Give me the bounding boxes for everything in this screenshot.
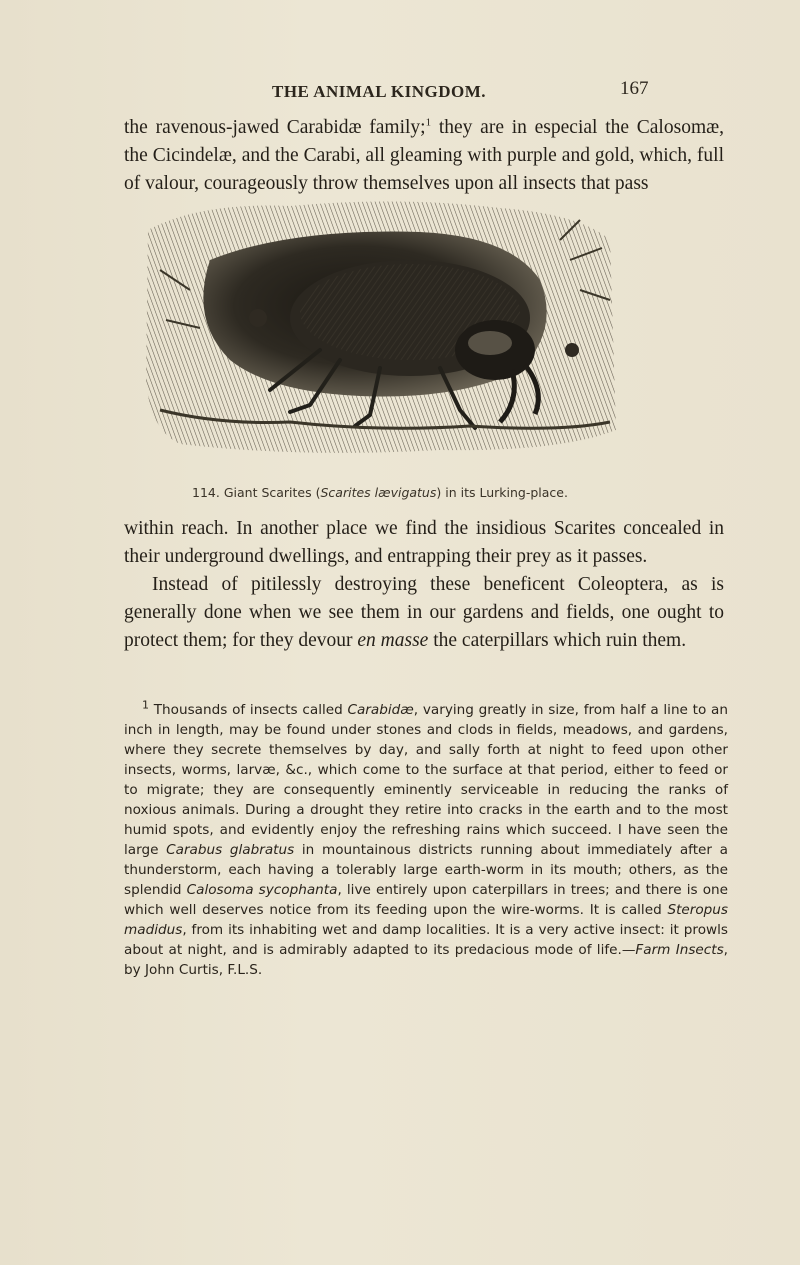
opening-paragraph <box>124 114 724 198</box>
footnote-text-6: , by John Curtis, F.L.S. <box>124 942 728 978</box>
footnote-reference: 1 <box>425 116 432 129</box>
caption-end-text: ) in its Lurking-place. <box>436 485 568 500</box>
running-title: THE ANIMAL KINGDOM. <box>272 82 486 101</box>
footnote-marker: 1 <box>142 698 149 712</box>
footnote-text-5: , from its inhabiting wet and damp localities. It is a very active insect: it prowls about at night, and is admirably adapted to its predacious mode of life.— <box>124 922 728 958</box>
page-header <box>0 78 800 106</box>
paragraph-scarites: within reach. In another place we find the insidious Scarites concealed in their underground dwellings, and entrapping their prey as it passes. <box>124 518 724 567</box>
main-paragraphs <box>124 515 724 655</box>
footnote-text-1: Thousands of insects called <box>149 702 348 718</box>
para1-text-end: they are in especial the Calosomæ, the Cicindelæ, and the Carabi, all gleaming with purple and gold, which, full of valour, courageously throw themselves upon all insects that pass <box>124 117 724 194</box>
caption-species-name: Scarites lævigatus <box>320 485 437 500</box>
footnote-italic-4: Steropus madidus <box>124 902 728 938</box>
footnote-text-4: , live entirely upon caterpillars in trees; and there is one which well deserves notice from its feeding upon the wire-worms. It is called <box>124 882 728 918</box>
para1-text-start: the ravenous-jawed Carabidæ family; <box>124 117 426 138</box>
para3-italic-phrase: en masse <box>357 630 429 651</box>
beetle-engraving <box>140 200 620 462</box>
para3-text-end: the caterpillars which ruin them. <box>428 630 687 651</box>
footnote-italic-1: Carabidæ <box>347 702 414 718</box>
footnote-italic-3: Calosoma sycophanta <box>186 882 338 898</box>
figure-caption <box>140 485 620 500</box>
para3-text-start: Instead of pitilessly destroying these beneficent Coleoptera, as is generally done when we see them in our gardens and fields, one ought to protect them; for they devour <box>124 574 724 651</box>
footnote-text-3: in mountainous districts running about immediately after a thunderstorm, each having a tolerably large earth-worm in its mouth; others, as the splendid <box>124 842 728 898</box>
footnote <box>124 700 728 980</box>
footnote-text-2: , varying greatly in size, from half a line to an inch in length, may be found under stones and clods in fields, meadows, and gardens, where they secrete themselves by day, and sally forth at night to feed upon other insects, worms, larvæ, &c., which come to the surface at that period, either to feed or to migrate; they are consequently eminently serviceable in reducing the ranks of noxious animals. During a drought they retire into cracks in the earth and to the most humid spots, and evidently enjoy the refreshing rains which succeed. I have seen the large <box>124 702 728 858</box>
footnote-italic-2: Carabus glabratus <box>166 842 295 858</box>
caption-number-text: 114. Giant Scarites ( <box>192 485 321 500</box>
paragraph-protect <box>124 571 724 655</box>
page-number: 167 <box>620 78 649 99</box>
scarites-illustration <box>140 200 620 462</box>
footnote-italic-5: Farm Insects <box>635 942 724 958</box>
